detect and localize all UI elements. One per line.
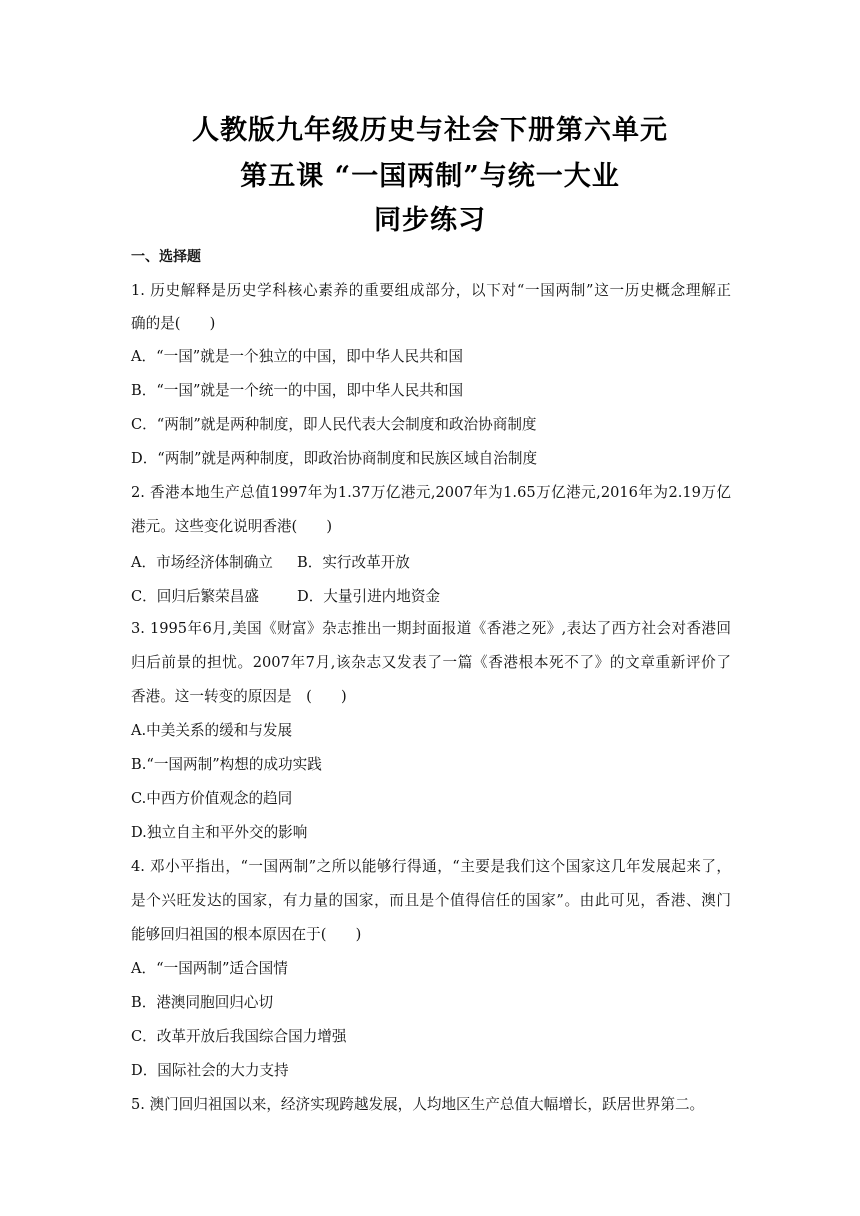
document-subtitle-practice: 同步练习 — [374, 205, 486, 236]
question-2-option-c: C．回归后繁荣昌盛 — [131, 588, 259, 605]
question-1-option-c: C．“两制”就是两种制度，即人民代表大会制度和政治协商制度 — [131, 416, 537, 433]
document-title: 人教版九年级历史与社会下册第六单元 — [192, 115, 668, 146]
document-subtitle: 第五课 “一国两制”与统一大业 — [240, 161, 620, 192]
question-1-option-a: A．“一国”就是一个独立的中国，即中华人民共和国 — [131, 348, 463, 365]
question-3-option-d: D.独立自主和平外交的影响 — [131, 824, 308, 841]
question-2-option-a: A．市场经济体制确立 — [131, 554, 273, 571]
section-heading: 一、选择题 — [131, 249, 201, 265]
question-3-option-a: A.中美关系的缓和与发展 — [131, 722, 293, 739]
question-1-option-d: D．“两制”就是两种制度，即政治协商制度和民族区域自治制度 — [131, 450, 538, 467]
question-4-option-c: C．改革开放后我国综合国力增强 — [131, 1028, 347, 1045]
question-2-option-d: D．大量引进内地资金 — [297, 588, 441, 605]
question-4-stem: 4. 邓小平指出，“一国两制”之所以能够行得通，“主要是我们这个国家这几年发展起来了， — [131, 858, 731, 875]
question-2-stem: 2. 香港本地生产总值1997年为1.37万亿港元,2007年为1.65万亿港元,2016年为2.19万亿 — [131, 484, 731, 501]
question-5-stem: 5. 澳门回归祖国以来，经济实现跨越发展，人均地区生产总值大幅增长，跃居世界第二。 — [131, 1096, 705, 1113]
question-3-option-c: C.中西方价值观念的趋同 — [131, 790, 293, 807]
question-4-option-a: A．“一国两制”适合国情 — [131, 960, 288, 977]
question-1-option-b: B．“一国”就是一个统一的中国，即中华人民共和国 — [131, 382, 464, 399]
question-3-stem: 归后前景的担忧。2007年7月,该杂志又发表了一篇《香港根本死不了》的文章重新评价了 — [131, 654, 731, 671]
question-4-stem: 是个兴旺发达的国家，有力量的国家，而且是个值得信任的国家”。由此可见，香港、澳门 — [131, 892, 731, 909]
question-4-stem: 能够回归祖国的根本原因在于( ) — [131, 926, 362, 943]
question-3-stem: 3. 1995年6月,美国《财富》杂志推出一期封面报道《香港之死》,表达了西方社会对香港回 — [131, 620, 731, 637]
question-1-stem: 确的是( ) — [131, 315, 216, 332]
question-3-option-b: B.“一国两制”构想的成功实践 — [131, 756, 322, 773]
question-2-stem: 港元。这些变化说明香港( ) — [131, 518, 333, 535]
question-4-option-d: D．国际社会的大力支持 — [131, 1062, 289, 1079]
question-2-options-row — [131, 551, 410, 572]
question-3-stem: 香港。这一转变的原因是 ( ) — [131, 688, 347, 705]
question-4-option-b: B．港澳同胞回归心切 — [131, 994, 274, 1011]
question-1-stem: 1. 历史解释是历史学科核心素养的重要组成部分，以下对“一国两制”这一历史概念理解正 — [131, 282, 731, 299]
question-2-options-row — [131, 585, 440, 606]
question-2-option-b: B．实行改革开放 — [297, 554, 410, 571]
